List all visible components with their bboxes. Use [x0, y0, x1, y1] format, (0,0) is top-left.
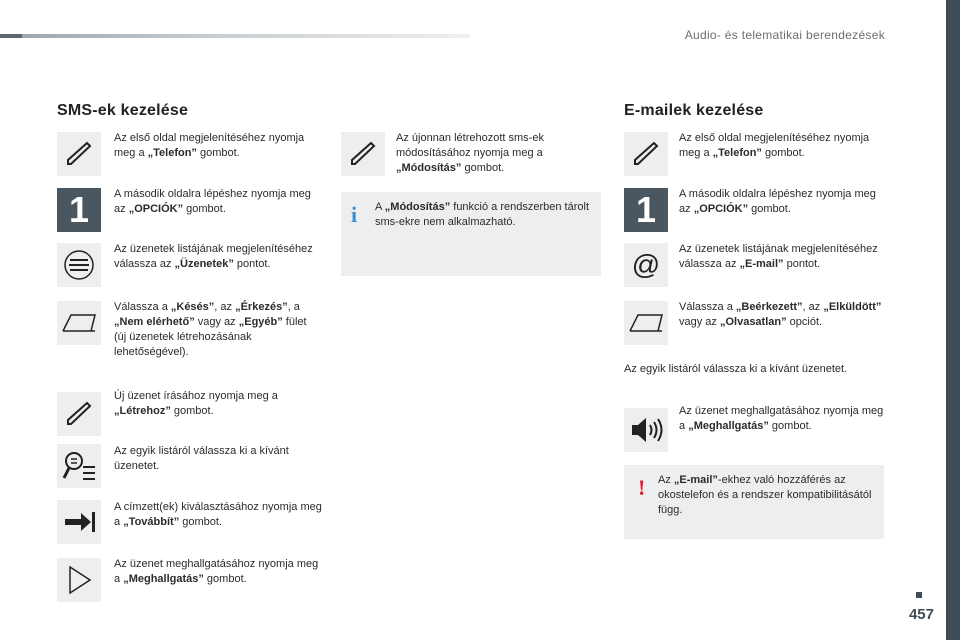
page-marker: [916, 592, 922, 598]
search-list-icon: [57, 444, 101, 488]
email-step-phone: Az első oldal megjelenítéséhez nyomja meg a „Telefon” gombot.: [679, 132, 870, 159]
email-step-options: A második oldalra lépéshez nyomja meg az „OPCIÓK” gombot.: [679, 188, 876, 215]
page-edge-bar: [946, 0, 960, 640]
tab-icon: [57, 301, 101, 345]
warning-note: [624, 465, 884, 539]
svg-text:@: @: [631, 249, 661, 280]
sms-step-phone: Az első oldal megjelenítéséhez nyomja meg a „Telefon” gombot.: [114, 132, 305, 159]
header-gradient-bar: [0, 34, 470, 38]
play-icon: [57, 558, 101, 602]
header-bar-accent: [0, 34, 22, 38]
pencil-icon: [624, 132, 668, 176]
at-icon: [624, 243, 668, 287]
sms-step-options: A második oldalra lépéshez nyomja meg az „OPCIÓK” gombot.: [114, 188, 311, 215]
sms-step-listen: Az üzenet meghallgatásához nyomja meg a „Meghallgatás” gombot.: [114, 558, 319, 585]
tab-icon: [624, 301, 668, 345]
sms-step-messages: Az üzenetek listájának megjelenítéséhez válassza az „Üzenetek” pontot.: [114, 243, 313, 270]
page-number: 457: [908, 606, 934, 623]
header-title: Audio- és telematikai berendezések: [684, 28, 885, 42]
sms-step-modify: Az újonnan létrehozott sms-ek módosításához nyomja meg a „Módosítás” gombot.: [396, 132, 544, 174]
sms-step-tabs: Válassza a „Késés”, az „Érkezés”, a „Nem elérhető” vagy az „Egyéb” fület (új üzenetek létrehozásának lehetőségével).: [114, 301, 307, 358]
sms-section-title: SMS-ek kezelése: [57, 102, 189, 119]
sms-step-create: Új üzenet írásához nyomja meg a „Létrehoz” gombot.: [114, 390, 278, 417]
forward-icon: [57, 500, 101, 544]
email-section-title: E-mailek kezelése: [624, 102, 764, 119]
info-icon: i: [351, 202, 358, 227]
speaker-icon: [624, 408, 668, 452]
warning-note-text: Az „E-mail”-ekhez való hozzáférés az okostelefon és a rendszer kompatibilitásától függ.: [658, 474, 872, 516]
number-one-icon: 1: [624, 188, 668, 232]
pencil-icon: [341, 132, 385, 176]
email-step-tabs: Válassza a „Beérkezett”, az „Elküldött” vagy az „Olvasatlan” opciót.: [679, 301, 882, 328]
info-note: [341, 192, 601, 276]
email-step-email: Az üzenetek listájának megjelenítéséhez válassza az „E-mail” pontot.: [679, 243, 878, 270]
warning-icon: !: [638, 475, 646, 500]
sms-step-forward: A címzett(ek) kiválasztásához nyomja meg a „Továbbít” gombot.: [114, 501, 322, 528]
pencil-icon: [57, 392, 101, 436]
messages-list-icon: [57, 243, 101, 287]
number-one-icon: 1: [57, 188, 101, 232]
email-step-listen: Az üzenet meghallgatásához nyomja meg a „Meghallgatás” gombot.: [679, 405, 884, 432]
sms-step-select: Az egyik listáról válassza ki a kívánt üzenetet.: [114, 445, 289, 472]
info-note-text: A „Módosítás” funkció a rendszerben tárolt sms-ekre nem alkalmazható.: [375, 201, 590, 228]
pencil-icon: [57, 132, 101, 176]
email-select-text: Az egyik listáról válassza ki a kívánt üzenetet.: [624, 363, 848, 375]
